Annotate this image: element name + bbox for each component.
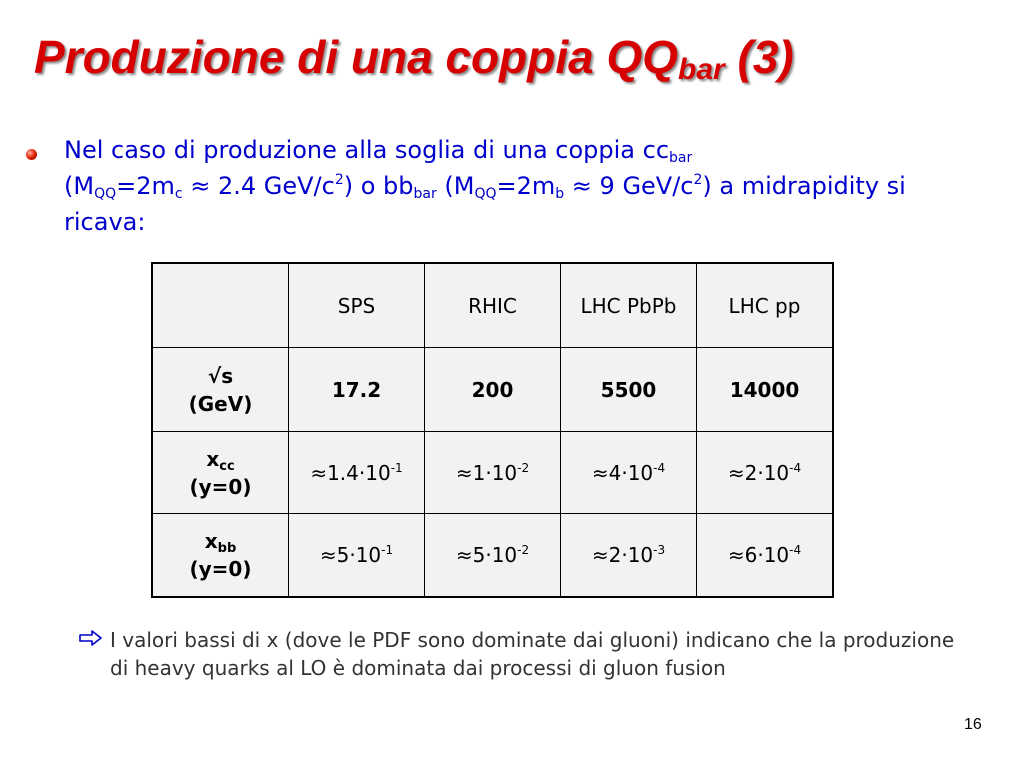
table-cell: $\approx 4\cdot 10^{-4}$ <box>561 432 697 514</box>
table-cell: 200 <box>425 348 561 432</box>
slide-title: Produzione di una coppia $QQ_{bar}$ (3) <box>34 31 794 86</box>
table-header-row <box>152 263 833 348</box>
table-cell: 5500 <box>561 348 697 432</box>
table-row <box>152 348 833 432</box>
arrow-right-icon <box>78 626 108 654</box>
row-label-sqrt-s: √s (GeV) <box>152 348 289 432</box>
table-cell: $\approx 5\cdot 10^{-2}$ <box>425 514 561 598</box>
table-cell: $\approx 6\cdot 10^{-4}$ <box>697 514 834 598</box>
table-header-cell <box>152 263 289 348</box>
table-row <box>152 432 833 514</box>
table-cell: $\approx 1\cdot 10^{-2}$ <box>425 432 561 514</box>
table-cell: 14000 <box>697 348 834 432</box>
page-number: 16 <box>964 716 982 733</box>
table-cell: $\approx 5\cdot 10^{-1}$ <box>289 514 425 598</box>
table-cell: 17.2 <box>289 348 425 432</box>
table-cell: $\approx 1.4\cdot 10^{-1}$ <box>289 432 425 514</box>
bullet-paragraph: Nel caso di produzione alla soglia di una coppia $cc_{bar}$ ($M_{QQ}=2m_c \approx 2.4$ GeV/$c^2$) o $bb_{bar}$ ($M_{QQ}=2m_b \approx 9$ GeV/$c^2$) a midrapidity si ricava: <box>64 136 906 236</box>
table-row <box>152 514 833 598</box>
row-label-x-bb: $x_{bb}$ (y=0) <box>152 514 289 598</box>
table-header-cell: LHC PbPb <box>561 263 697 348</box>
note-paragraph <box>78 626 978 680</box>
bullet-dot-icon <box>26 149 37 160</box>
note-text: I valori bassi di x (dove le PDF sono dominate dai gluoni) indicano che la produzione di heavy quarks al LO è dominata dai processi di gluon fusion <box>110 628 955 680</box>
data-table <box>151 262 834 598</box>
table-header-cell: SPS <box>289 263 425 348</box>
table-header-cell: RHIC <box>425 263 561 348</box>
table-cell: $\approx 2\cdot 10^{-4}$ <box>697 432 834 514</box>
row-label-x-cc: $x_{cc}$ (y=0) <box>152 432 289 514</box>
table-cell: $\approx 2\cdot 10^{-3}$ <box>561 514 697 598</box>
table-header-cell: LHC pp <box>697 263 834 348</box>
